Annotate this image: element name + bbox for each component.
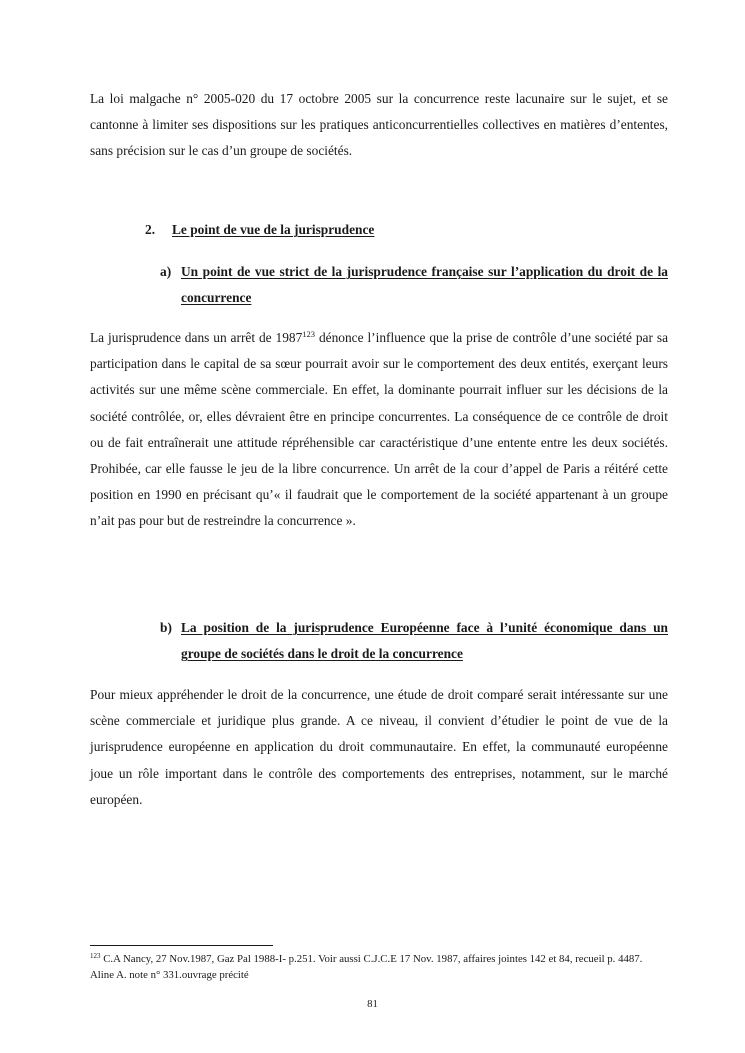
footnote-number: 123 xyxy=(90,952,101,960)
subsection-label-a: a) xyxy=(160,264,172,279)
section-title: Le point de vue de la jurisprudence xyxy=(172,222,375,237)
section-heading-2 xyxy=(145,217,374,243)
paragraph-a xyxy=(90,325,668,535)
footnote-text: C.A Nancy, 27 Nov.1987, Gaz Pal 1988-I- p.251. Voir aussi C.J.C.E 17 Nov. 1987, affaires jointes 142 et 84, recueil p. 4487. Aline A. note n° 331.ouvrage précité xyxy=(90,953,643,981)
intro-paragraph: La loi malgache n° 2005-020 du 17 octobre 2005 sur la concurrence reste lacunaire sur le sujet, et se cantonne à limiter ses dispositions sur les pratiques anticoncurrentielles collectives en matières d’ententes, sans précision sur le cas d’un groupe de sociétés. xyxy=(90,91,668,159)
footnote-divider xyxy=(90,945,273,946)
paragraph-a-start: La jurisprudence dans un arrêt de 1987 xyxy=(90,330,303,345)
paragraph-b: Pour mieux appréhender le droit de la concurrence, une étude de droit comparé serait intéressante sur une scène commerciale et juridique plus grande. A ce niveau, il convient d’étudier le point de vue de la jurisprudence européenne en application du droit communautaire. En effet, la communauté européenne joue un rôle important dans le contrôle des comportements des entreprises, notamment, sur le marché européen. xyxy=(90,687,668,807)
footnote xyxy=(90,952,668,983)
subsection-heading-b xyxy=(160,615,668,667)
subsection-title-b: La position de la jurisprudence Européenne face à l’unité économique dans un groupe de sociétés dans le droit de la concurrence xyxy=(181,620,668,661)
subsection-title-a: Un point de vue strict de la jurisprudence française sur l’application du droit de la concurrence xyxy=(181,264,668,305)
footnote-reference: 123 xyxy=(302,329,316,339)
subsection-heading-a xyxy=(160,259,668,311)
paragraph-a-rest: dénonce l’influence que la prise de contrôle d’une société par sa participation dans le capital de sa sœur pourrait avoir sur le comportement des deux entités, exerçant leurs activités sur une même scène commerciale. En effet, la dominante pourrait influer sur les décisions de la société contrôlée, or, elles dévraient être en principe concurrentes. La conséquence de ce contrôle de droit ou de fait entraînerait une attitude répréhensible car caractéristique d’une entente entre les deux sociétés. Prohibée, car elle fausse le jeu de la libre concurrence. Un arrêt de la cour d’appel de Paris a réitéré cette position en 1990 en précisant qu’« il faudrait que le comportement de la société appartenant à un groupe n’ait pas pour but de restreindre la concurrence ». xyxy=(90,330,669,529)
subsection-label-b: b) xyxy=(160,620,172,635)
page-number: 81 xyxy=(367,998,378,1010)
section-number: 2. xyxy=(145,222,156,237)
